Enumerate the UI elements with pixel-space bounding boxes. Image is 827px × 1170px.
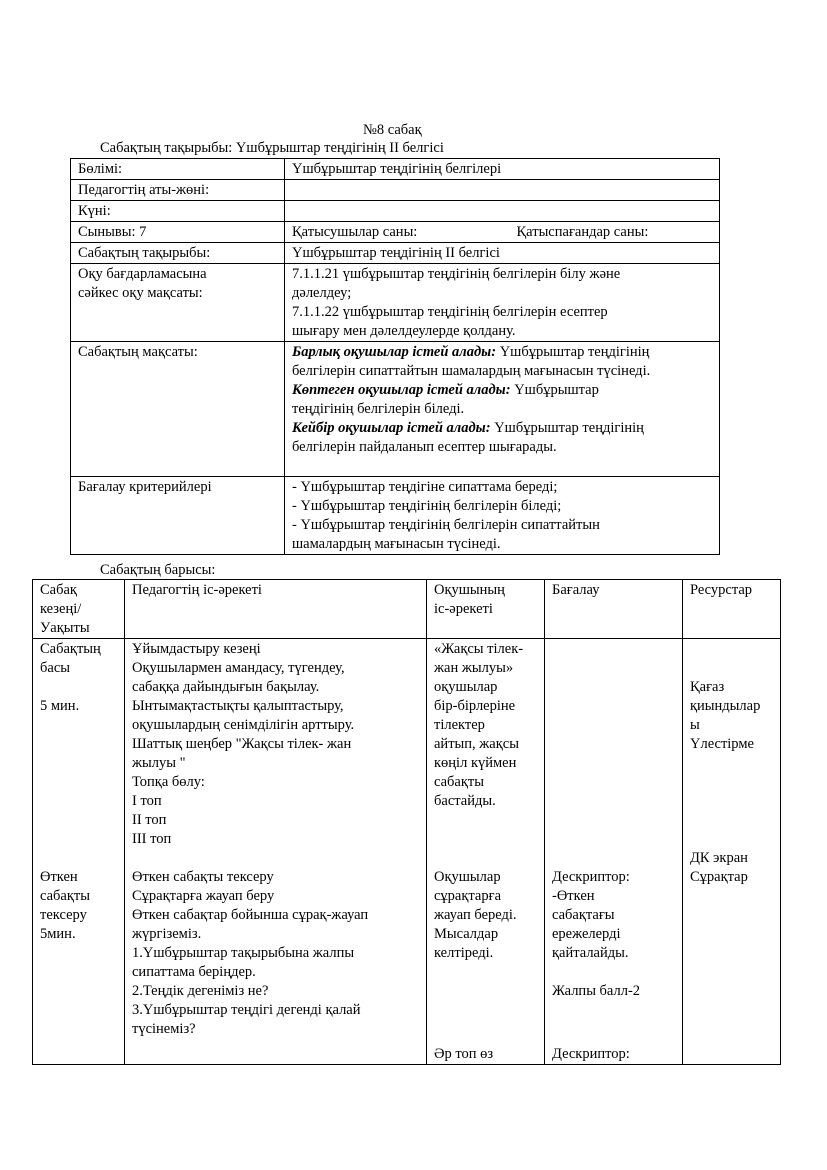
- teacher-line: Шаттық шеңбер "Жақсы тілек- жан: [132, 736, 352, 752]
- assessment-line: ережелерді: [552, 926, 621, 942]
- topic-value: Үшбұрыштар теңдігінің ІІ белгісі: [285, 243, 720, 264]
- criteria-row: [71, 477, 720, 555]
- student-activity-cell: [427, 639, 545, 1065]
- goal-some-bold: Кейбір оқушылар істей алады:: [292, 420, 491, 436]
- criteria-line: шамалардың мағынасын түсінеді.: [292, 536, 501, 552]
- section-row: [71, 159, 720, 180]
- student-line: жауап береді.: [434, 907, 517, 923]
- teacher-activity-cell: [125, 639, 427, 1065]
- topic-label: Сабақтың тақырыбы:: [71, 243, 285, 264]
- goal-some-text: Үшбұрыштар теңдігінің: [490, 420, 644, 436]
- stage-line: тексеру: [40, 907, 87, 923]
- teacher-line: оқушылардың сенімділігін арттыру.: [132, 717, 355, 733]
- goals-row: [71, 342, 720, 477]
- resource-line: ы: [690, 717, 700, 733]
- header-student-line: Оқушының: [434, 582, 505, 598]
- stage-time: 5 мин.: [40, 698, 80, 714]
- date-value: [285, 201, 720, 222]
- stage-line: сабақты: [40, 888, 90, 904]
- student-line: айтып, жақсы: [434, 736, 519, 752]
- stage-time: 5мин.: [40, 926, 76, 942]
- lesson-topic-heading: Сабақтың тақырыбы: Үшбұрыштар теңдігінің ІІ белгісі: [100, 140, 444, 156]
- goal-all-text: Үшбұрыштар теңдігінің: [496, 344, 650, 360]
- assessment-line: -Өткен: [552, 888, 595, 904]
- goal-some: [292, 419, 712, 438]
- teacher-line: жылуы ": [132, 755, 186, 771]
- student-line: бір-бірлеріне: [434, 698, 516, 714]
- resource-line: ДК экран: [690, 850, 748, 866]
- student-line: Әр топ өз: [434, 1046, 494, 1062]
- resources-cell: [683, 639, 781, 1065]
- student-line: сұрақтарға: [434, 888, 501, 904]
- goal-all: [292, 343, 712, 362]
- objectives-value: [285, 264, 720, 342]
- date-row: [71, 201, 720, 222]
- teacher-line: Ұйымдастыру кезеңі: [132, 641, 261, 657]
- stage-line: Сабақтың: [40, 641, 101, 657]
- progress-header-row: [33, 580, 781, 639]
- stage-line: басы: [40, 660, 70, 676]
- teacher-line: түсінеміз?: [132, 1021, 196, 1037]
- progress-title: Сабақтың барысы:: [100, 562, 216, 578]
- objective-line: 7.1.1.21 үшбұрыштар теңдігінің белгілерін білу және: [292, 266, 621, 282]
- stage-line: Өткен: [40, 869, 78, 885]
- student-line: бастайды.: [434, 793, 496, 809]
- teacher-line: 2.Теңдік дегеніміз не?: [132, 983, 269, 999]
- teacher-row: [71, 180, 720, 201]
- goals-label: Сабақтың мақсаты:: [71, 342, 285, 477]
- assessment-cell: [545, 639, 683, 1065]
- teacher-line: ІІ топ: [132, 812, 167, 828]
- header-stage-line: Сабақ: [40, 582, 77, 598]
- student-line: тілектер: [434, 717, 485, 733]
- section-label: Бөлімі:: [71, 159, 285, 180]
- resource-line: Үлестірме: [690, 736, 754, 752]
- header-stage-line: кезеңі/: [40, 601, 82, 617]
- objectives-label-line: сәйкес оқу мақсаты:: [78, 285, 203, 301]
- student-line: «Жақсы тілек-: [434, 641, 524, 657]
- teacher-line: 3.Үшбұрыштар теңдігі дегенді қалай: [132, 1002, 361, 1018]
- header-resources: Ресурстар: [683, 580, 781, 639]
- goal-many-text: Үшбұрыштар: [510, 382, 599, 398]
- teacher-line: ІІІ топ: [132, 831, 172, 847]
- header-stage: [33, 580, 125, 639]
- section-value: Үшбұрыштар теңдігінің белгілері: [285, 159, 720, 180]
- criteria-line: - Үшбұрыштар теңдігінің белгілерін сипаттайтын: [292, 517, 600, 533]
- assessment-line: Дескриптор:: [552, 1046, 630, 1062]
- teacher-line: Оқушылармен амандасу, түгендеу,: [132, 660, 345, 676]
- student-line: көңіл күймен: [434, 755, 517, 771]
- criteria-value: [285, 477, 720, 555]
- assessment-line: қайталайды.: [552, 945, 629, 961]
- goal-all-bold: Барлық оқушылар істей алады:: [292, 344, 497, 360]
- topic-row: [71, 243, 720, 264]
- teacher-line: І топ: [132, 793, 162, 809]
- assessment-line: сабақтағы: [552, 907, 615, 923]
- goal-many: [292, 381, 712, 400]
- teacher-line: жүргіземіз.: [132, 926, 202, 942]
- assessment-line: Дескриптор:: [552, 869, 630, 885]
- criteria-line: - Үшбұрыштар теңдігінің белгілерін біледі;: [292, 498, 562, 514]
- criteria-label: Бағалау критерийлері: [71, 477, 285, 555]
- absent-label: Қатыспағандар саны:: [516, 224, 649, 240]
- objectives-label: [71, 264, 285, 342]
- teacher-line: Сұрақтарға жауап беру: [132, 888, 275, 904]
- resource-line: Қағаз: [690, 679, 725, 695]
- header-teacher: Педагогтің іс-әрекеті: [125, 580, 427, 639]
- objective-line: шығару мен дәлелдеулерде қолдану.: [292, 323, 516, 339]
- date-label: Күні:: [71, 201, 285, 222]
- objectives-label-line: Оқу бағдарламасына: [78, 266, 207, 282]
- resource-line: Сұрақтар: [690, 869, 748, 885]
- objectives-row: [71, 264, 720, 342]
- attendance-cell: [285, 222, 720, 243]
- present-label: Қатысушылар саны:: [292, 224, 418, 240]
- student-line: Оқушылар: [434, 869, 501, 885]
- teacher-line: Топқа бөлу:: [132, 774, 205, 790]
- lesson-number: №8 сабақ: [363, 122, 422, 138]
- goal-many-cont: теңдігінің белгілерін біледі.: [292, 401, 465, 417]
- teacher-line: сабаққа дайындығын бақылау.: [132, 679, 320, 695]
- lesson-info-table: [70, 158, 720, 555]
- grade-label: Сынывы: 7: [71, 222, 285, 243]
- progress-row: [33, 639, 781, 1065]
- criteria-line: - Үшбұрыштар теңдігіне сипаттама береді;: [292, 479, 558, 495]
- header-student-line: іс-әрекеті: [434, 601, 493, 617]
- teacher-line: 1.Үшбұрыштар тақырыбына жалпы: [132, 945, 355, 961]
- lesson-progress-table: [32, 579, 781, 1065]
- teacher-line: Ынтымақтастықты қалыптастыру,: [132, 698, 344, 714]
- teacher-line: Өткен сабақтар бойынша сұрақ-жауап: [132, 907, 369, 923]
- objective-line: дәлелдеу;: [292, 285, 352, 301]
- teacher-line: сипаттама беріңдер.: [132, 964, 256, 980]
- student-line: оқушылар: [434, 679, 498, 695]
- student-line: жан жылуы»: [434, 660, 514, 676]
- student-line: келтіреді.: [434, 945, 494, 961]
- header-student: [427, 580, 545, 639]
- objective-line: 7.1.1.22 үшбұрыштар теңдігінің белгілерін есептер: [292, 304, 608, 320]
- teacher-label: Педагогтің аты-жөні:: [71, 180, 285, 201]
- header-assessment: Бағалау: [545, 580, 683, 639]
- goal-all-cont: белгілерін сипаттайтын шамалардың мағынасын түсінеді.: [292, 363, 651, 379]
- goals-value: [285, 342, 720, 477]
- assessment-score: Жалпы балл-2: [552, 983, 641, 999]
- stage-cell: [33, 639, 125, 1065]
- student-line: сабақты: [434, 774, 484, 790]
- goal-many-bold: Көптеген оқушылар істей алады:: [292, 382, 511, 398]
- teacher-value: [285, 180, 720, 201]
- grade-row: [71, 222, 720, 243]
- resource-line: қиындылар: [690, 698, 761, 714]
- header-stage-line: Уақыты: [40, 620, 90, 636]
- goal-some-cont: белгілерін пайдаланып есептер шығарады.: [292, 439, 557, 455]
- teacher-line: Өткен сабақты тексеру: [132, 869, 274, 885]
- student-line: Мысалдар: [434, 926, 499, 942]
